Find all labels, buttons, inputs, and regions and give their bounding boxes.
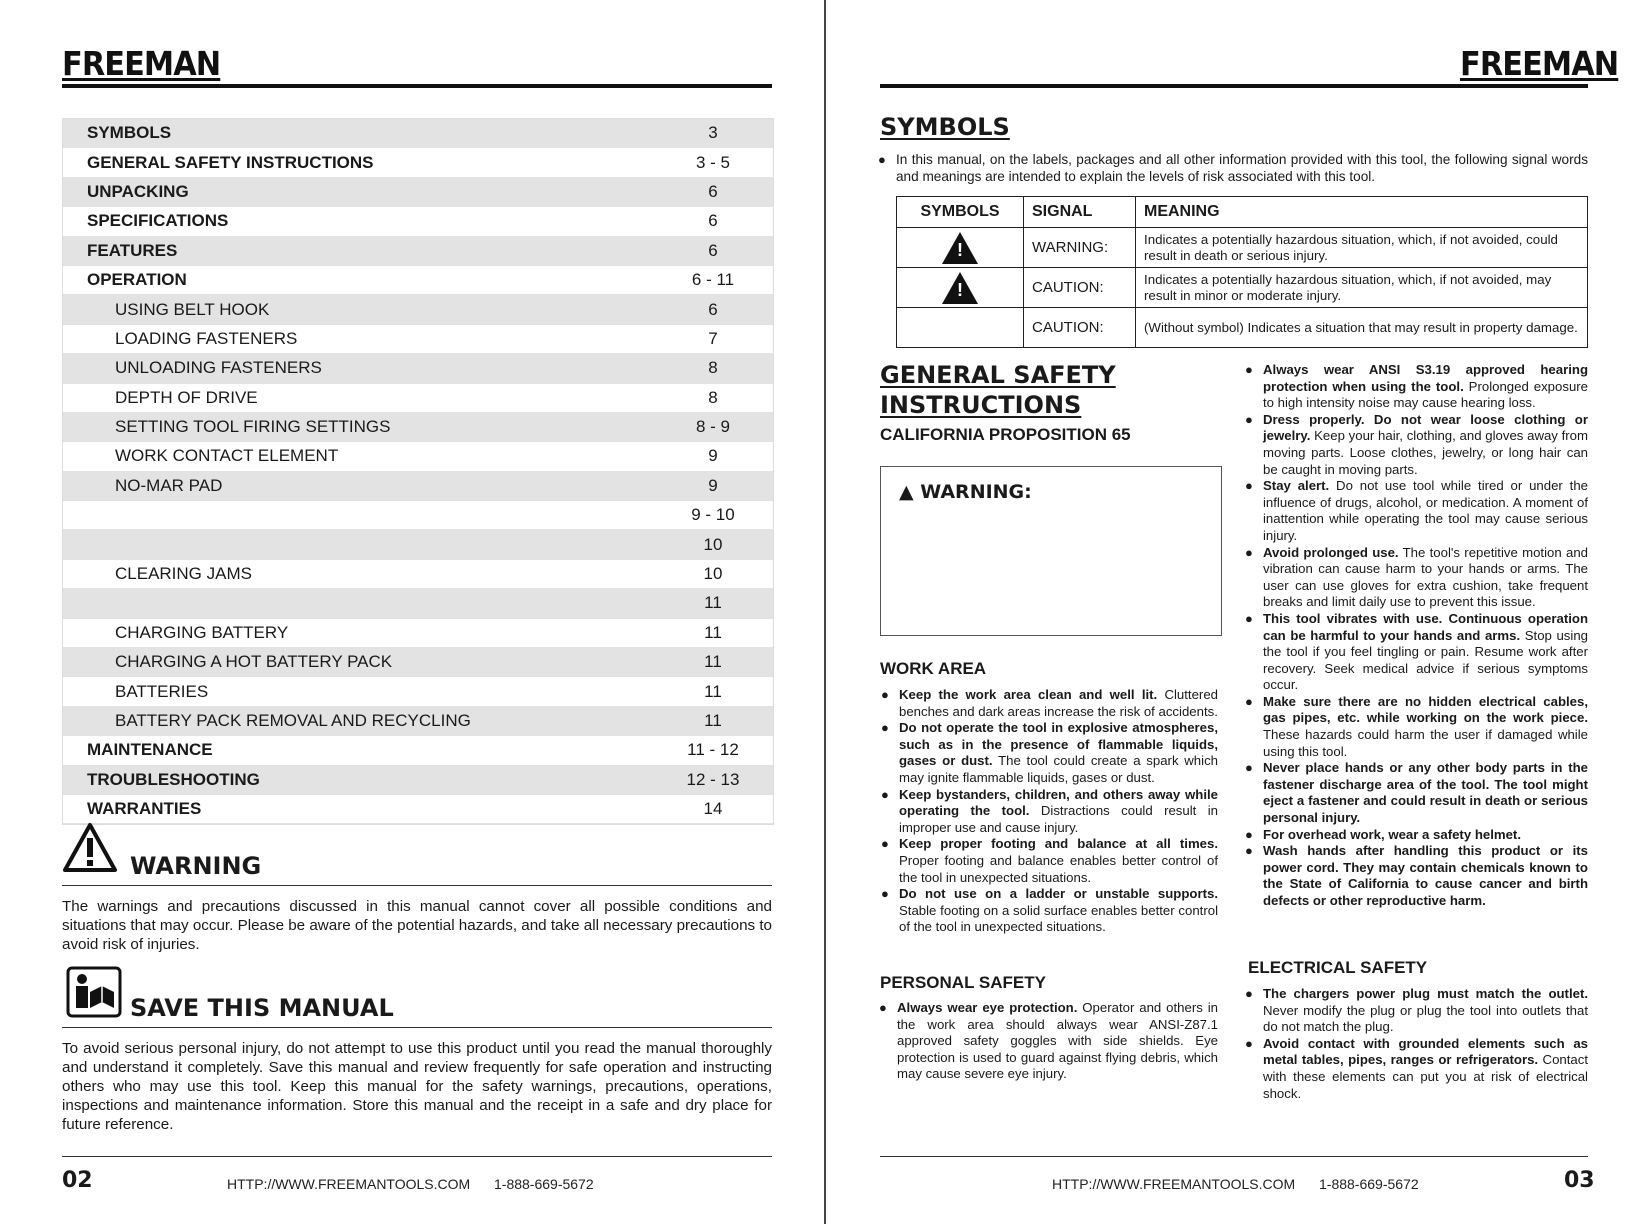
toc-title: CHARGING BATTERY [115,622,289,642]
symbol-cell [897,268,1024,308]
list-item [881,1000,1218,1083]
list-item-bold: This tool vibrates with use. Continuous operation can be harmful to your hands and arms. [1263,610,1588,643]
col-meaning: MEANING [1136,197,1588,228]
list-item [1247,827,1588,844]
toc-title: CHARGING A HOT BATTERY PACK [115,652,393,672]
list-item-bold: Do not use on a ladder or unstable supports. [899,886,1218,902]
toc-page: 11 [704,593,722,613]
list-item-text: Stop using the tool if you feel tingling or pain. Resume work after recovery. Seek medical advice if serious symptoms occur. [1263,627,1588,693]
toc-page: 11 [704,681,722,701]
symbol-cell [897,228,1024,268]
save-manual-rule [62,1027,772,1028]
warning-triangle-icon: ! [942,232,978,264]
list-item-bold: Dress properly. Do not wear loose clothing or jewelry. [1263,411,1588,444]
toc-row [63,589,773,618]
footer-rule [62,1156,772,1157]
list-item-bold: Make sure there are no hidden electrical cables, gas pipes, etc. while working on the work piece. [1263,693,1588,726]
page-number: 02 [62,1168,93,1193]
toc-row [63,266,773,295]
safety-list-column2 [1247,362,1588,910]
list-item [883,886,1218,936]
toc-title: SETTING TOOL FIRING SETTINGS [115,417,391,437]
list-item [1247,362,1588,412]
toc-row [63,472,773,501]
personal-safety-heading: PERSONAL SAFETY [880,973,1046,992]
signal-cell: CAUTION: [1024,268,1136,308]
footer-url-right: HTTP://WWW.FREEMANTOOLS.COM [1052,1176,1296,1192]
toc-row [63,677,773,706]
page-number-right: 03 [1564,1168,1595,1193]
warning-text: The warnings and precautions discussed in this manual cannot cover all possible conditions and situations that may occur. Please be aware of the potential hazards, and take all necessary precautions to avoid risk of injuries. [62,898,773,953]
personal-safety-list [881,1000,1218,1083]
warning-triangle-icon: ▲ [899,481,914,503]
toc-page: 9 [708,475,718,495]
list-item [1247,986,1588,1036]
symbol-cell [897,308,1024,348]
list-item [1247,611,1588,694]
toc-page: 6 - 11 [691,270,735,290]
header-rule-right [880,84,1588,88]
list-item-text: Operator and others in the work area should always wear ANSI-Z87.1 approved safety goggles with side shields. Eye protection is used to guard against flying debris, which may cause severe eye injury. [897,1000,1218,1082]
toc-row [63,795,773,824]
toc-title: SYMBOLS [87,123,172,143]
symbols-intro-text: ● In this manual, on the labels, packages and all other information provided with this tool, the following signal words and meanings are intended to explain the levels of risk associated with this tool. [880,152,1588,185]
symbols-heading: SYMBOLS [880,113,1010,141]
list-item [1247,412,1588,478]
toc-row [63,648,773,677]
toc-title: LOADING FASTENERS [115,328,298,348]
toc-title: USING BELT HOOK [115,299,270,319]
toc-row [63,178,773,207]
list-item [883,836,1218,886]
toc-row [63,413,773,442]
toc-row [63,442,773,471]
symbols-intro [880,152,1588,185]
meaning-cell: Indicates a potentially hazardous situation, which, if not avoided, could result in death or serious injury. [1136,228,1588,268]
toc-row [63,530,773,559]
save-manual-text: To avoid serious personal injury, do not attempt to use this product until you read the manual thoroughly and understand it completely. Save this manual and review frequently for safe operation and instructing others who may use this tool. Keep this manual for the safety warnings, precautions, operations, inspections and maintenance information. Store this manual and the receipt in a safe and dry place for future reference. [62,1040,772,1133]
toc-page: 8 - 9 [695,417,731,437]
symbols-table-header [897,197,1588,228]
list-item-text: These hazards could harm the user if damaged while using this tool. [1263,727,1588,759]
work-area-heading: WORK AREA [880,659,987,678]
toc-page: 8 [708,358,718,378]
toc-row [63,237,773,266]
meaning-cell: (Without symbol) Indicates a situation that may result in property damage. [1136,308,1588,348]
toc-title: FEATURES [87,240,178,260]
toc-page: 7 [708,328,718,348]
warning-heading: WARNING [130,852,262,880]
toc-title: TROUBLESHOOTING [87,769,260,789]
prop65-warning-title [899,481,1032,503]
toc-row [63,501,773,530]
save-manual-heading: SAVE THIS MANUAL [130,994,394,1022]
toc-page: 14 [703,799,723,819]
list-item-text: The tool's repetitive motion and vibration can cause harm to your hands or arms. The user can use gloves for extra cushion, take frequent breaks and limit daily use to prevent this issue. [1263,544,1588,610]
col-signal: SIGNAL [1024,197,1136,228]
toc-title: UNPACKING [87,181,189,201]
toc-row [63,354,773,383]
toc-title: CLEARING JAMS [115,564,252,584]
list-item-bold: Do not operate the tool in explosive atmospheres, such as in the presence of flammable liquids, gases or dust. [899,720,1218,769]
warning-triangle-icon: ! [942,272,978,304]
list-item [1247,1036,1588,1102]
list-item-text: Cluttered benches and dark areas increase the risk of accidents. [899,687,1218,719]
list-item [1247,760,1588,826]
table-of-contents [62,118,774,825]
footer-phone: 1-888-669-5672 [494,1176,594,1192]
meaning-cell: Indicates a potentially hazardous situation, which, if not avoided, may result in minor or moderate injury. [1136,268,1588,308]
toc-title: BATTERIES [115,681,209,701]
toc-title: WARRANTIES [87,799,202,819]
table-row [897,268,1588,308]
warning-rule [62,885,772,886]
prop65-warning-label: WARNING: [920,481,1032,503]
signal-cell: CAUTION: [1024,308,1136,348]
symbols-table [896,196,1588,348]
toc-title: BATTERY PACK REMOVAL AND RECYCLING [115,711,471,730]
list-item-bold: Always wear ANSI S3.19 approved hearing protection when using the tool. [1263,362,1588,394]
list-item-text: Distractions could result in improper use and cause injury. [899,803,1218,835]
toc-page: 3 - 5 [695,152,731,172]
brand-logo-right: FREEMAN [1460,44,1619,83]
toc-row [63,325,773,354]
list-item-text: Do not use tool while tired or under the influence of drugs, alcohol, or medication. A moment of inattention while operating the tool may cause serious injury. [1263,478,1588,543]
list-item-text: Contact with these elements can put you at risk of electrical shock. [1263,1052,1588,1101]
list-item-bold: Keep proper footing and balance at all times. [899,836,1218,852]
toc-page: 11 - 12 [687,740,739,760]
toc-row [63,619,773,648]
list-item-bold: For overhead work, wear a safety helmet. [1263,826,1521,842]
toc-row [63,736,773,765]
general-safety-heading [880,360,1116,420]
toc-page: 6 [708,240,718,260]
toc-title: UNLOADING FASTENERS [115,358,322,378]
toc-row [63,707,773,736]
toc-row [63,207,773,236]
toc-page: 11 [704,711,722,730]
toc-page: 10 [703,534,723,554]
footer-url: HTTP://WWW.FREEMANTOOLS.COM [227,1176,471,1192]
list-item-text: Prolonged exposure to high intensity noise may cause hearing loss. [1263,378,1588,411]
toc-row [63,766,773,795]
list-item-text: The tool could create a spark which may ignite flammable liquids, gases or dust. [899,753,1218,785]
list-item [1247,843,1588,909]
list-item-text: Stable footing on a solid surface enables better control of the tool in unexpected situations. [899,902,1218,935]
list-item [1247,694,1588,760]
list-item [883,687,1218,720]
electrical-safety-list [1247,986,1588,1102]
list-item [1247,545,1588,611]
list-item [1247,478,1588,544]
work-area-list [883,687,1218,936]
toc-page: 11 [704,622,722,642]
toc-page: 12 - 13 [686,769,740,789]
toc-page: 6 [708,181,718,201]
toc-row [63,119,773,148]
toc-row [63,384,773,413]
footer-rule-right [880,1156,1588,1157]
header-rule [62,84,772,88]
warning-triangle-icon [62,822,118,874]
toc-title: NO-MAR PAD [115,475,223,495]
list-item-bold: Avoid prolonged use. [1263,544,1399,560]
table-row [897,228,1588,268]
signal-cell: WARNING: [1024,228,1136,268]
toc-page: 9 [708,446,718,466]
table-row [897,308,1588,348]
read-manual-icon [66,966,122,1018]
list-item-bold: The chargers power plug must match the outlet. [1263,986,1588,1001]
list-item-bold: Keep bystanders, children, and others away while operating the tool. [899,786,1218,819]
toc-row [63,560,773,589]
toc-title: MAINTENANCE [87,740,213,760]
toc-page: 6 [708,211,718,231]
brand-logo: FREEMAN [62,44,221,83]
list-item [883,720,1218,786]
list-item [883,787,1218,837]
list-item-bold: Always wear eye protection. [897,1000,1078,1015]
toc-title: OPERATION [87,270,187,290]
col-symbols: SYMBOLS [897,197,1024,228]
toc-page: 8 [708,387,718,407]
toc-page: 10 [703,564,723,584]
list-item-bold: Stay alert. [1263,478,1330,494]
list-item-bold: Never place hands or any other body parts in the fastener discharge area of the tool. The tool might eject a fastener and could result in death or serious personal injury. [1263,760,1588,826]
toc-title: DEPTH OF DRIVE [115,387,258,407]
list-item-text: Proper footing and balance enables better control of the tool in unexpected situations. [899,852,1218,885]
electrical-safety-heading: ELECTRICAL SAFETY [1248,958,1428,977]
list-item-bold: Keep the work area clean and well lit. [899,687,1158,702]
footer-phone-right: 1-888-669-5672 [1319,1176,1419,1192]
general-safety-heading-line2: INSTRUCTIONS [880,391,1082,419]
toc-title: WORK CONTACT ELEMENT [115,446,339,466]
prop65-warning-box [880,466,1222,636]
toc-page: 11 [704,652,722,672]
toc-title: GENERAL SAFETY INSTRUCTIONS [87,152,374,172]
toc-row [63,148,773,177]
toc-page: 9 - 10 [691,505,735,525]
list-item-bold: Avoid contact with grounded elements such as metal tables, pipes, ranges or refrigerators. [1263,1035,1588,1068]
toc-title: SPECIFICATIONS [87,211,229,231]
list-item-text: Never modify the plug or plug the tool into outlets that do not match the plug. [1263,1002,1588,1035]
toc-page: 6 [708,299,718,319]
list-item-bold: Wash hands after handling this product or its power cord. They may contain chemicals known to the State of California to cause cancer and birth defects or other reproductive harm. [1263,843,1588,908]
toc-page: 3 [708,123,718,143]
prop65-heading: CALIFORNIA PROPOSITION 65 [880,425,1131,444]
general-safety-heading-line1: GENERAL SAFETY [880,361,1116,389]
list-item-text: Keep your hair, clothing, and gloves away from moving parts. Loose clothes, jewelry, or long hair can be caught in moving parts. [1263,428,1588,477]
toc-row [63,295,773,324]
